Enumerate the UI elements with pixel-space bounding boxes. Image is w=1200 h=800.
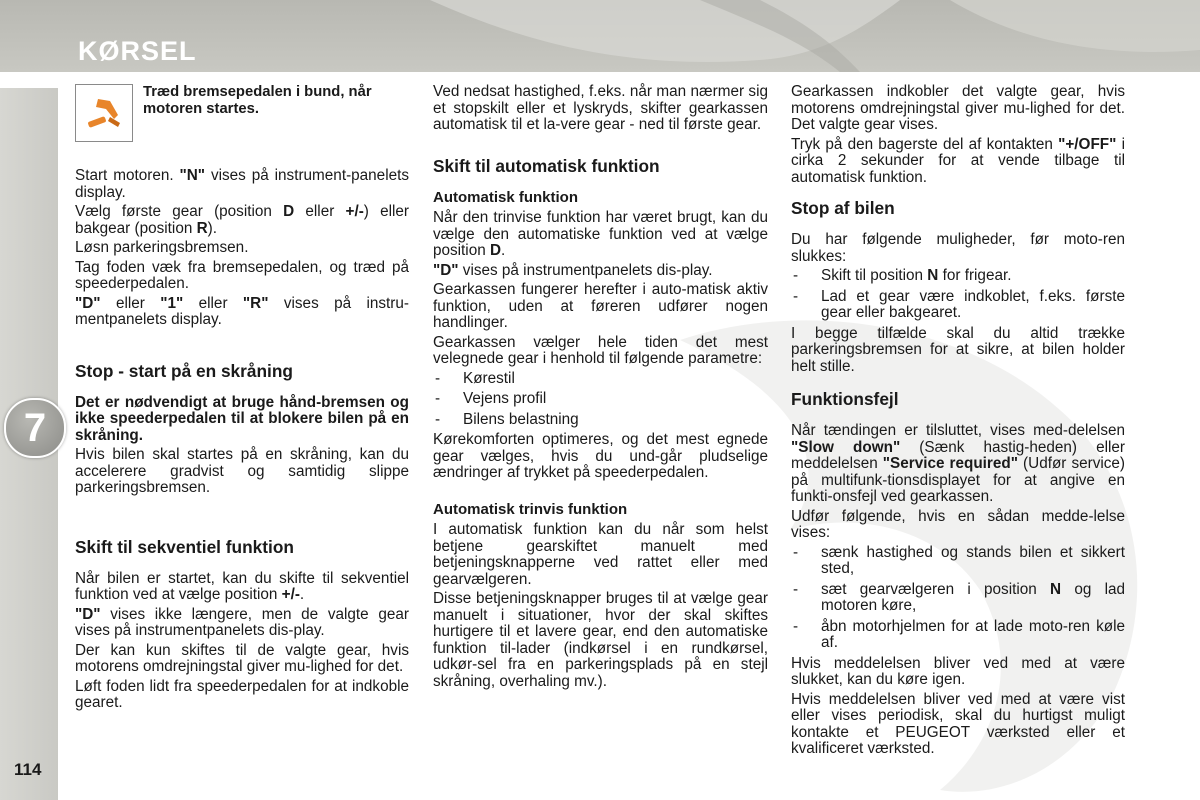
- heading-stop-start: Stop - start på en skråning: [75, 360, 293, 381]
- paragraph: Udfør følgende, hvis en sådan medde-lelse vises:: [791, 507, 1125, 541]
- paragraph: Hvis meddelelsen bliver ved med at være slukket, kan du køre igen.: [791, 654, 1125, 688]
- list-item: - Bilens belastning: [433, 412, 768, 429]
- paragraph: Ved nedsat hastighed, f.eks. når man nærmer sig et stopskilt eller et lyskryds, skifter gearkassen automatisk til et la-vere gear - ned til første gear.: [433, 83, 768, 133]
- paragraph: Når tændingen er tilsluttet, vises med-delelsen "Slow down" (Sænk hastig-heden) eller meddelelsen "Service required" (Udfør service) på multifunk-tionsdisplayet for at angive en funkti-onsfejl ved gearkassen.: [791, 422, 1125, 505]
- heading-automatic: Skift til automatisk funktion: [433, 155, 660, 176]
- list-item: - åbn motorhjelmen for at lade moto-ren køle af.: [791, 619, 1125, 652]
- paragraph: Løft foden lidt fra speederpedalen for at indkoble gearet.: [75, 677, 409, 711]
- list-item: - Lad et gear være indkoblet, f.eks. første gear eller bakgearet.: [791, 289, 1125, 322]
- heading-stop-car: Stop af bilen: [791, 198, 895, 218]
- list-item: - sæt gearvælgeren i position N og lad motoren køre,: [791, 582, 1125, 615]
- paragraph: Tag foden væk fra bremsepedalen, og træd på speederpedalen.: [75, 258, 409, 292]
- heading-malfunction: Funktionsfejl: [791, 389, 899, 409]
- header-band: [0, 0, 1200, 72]
- chapter-tab[interactable]: 7: [4, 398, 66, 458]
- paragraph: Kørekomforten optimeres, og det mest egnede gear vælges, hvis du und-går pludselige ændringer af trykket på speederpedalen.: [433, 431, 768, 481]
- paragraph: Hvis meddelelsen bliver ved med at være vist eller vises periodisk, skal du hurtigst muligt kontakte et PEUGEOT værksted eller et kvalificeret værksted.: [791, 690, 1125, 757]
- options-list: [791, 268, 1125, 322]
- paragraph: Start motoren. "N" vises på instrument-panelets display.: [75, 167, 409, 201]
- list-item: - Kørestil: [433, 371, 768, 388]
- subheading-automatic: Automatisk funktion: [433, 188, 578, 206]
- paragraph: Disse betjeningsknapper bruges til at vælge gear manuelt i situationer, hvor der skal skiftes hurtigere til et lavere gear, end den automatiske funktion til-lader (indkørsel i en rundkørsel, udkør-sel fra en parkeringsplads på en stejl skråning, overhaling mv.).: [433, 590, 768, 690]
- note-text: Træd bremsepedalen i bund, når motoren startes.: [143, 84, 372, 117]
- paragraph: I automatisk funktion kan du når som helst betjene gearskiftet manuelt med betjeningsknapperne ved rattet eller med gearvælgeren.: [433, 521, 768, 588]
- column-3: [791, 84, 1125, 761]
- paragraph: Hvis bilen skal startes på en skråning, kan du accelerere gradvist og samtidig slippe parkeringsbremsen.: [75, 446, 409, 496]
- column-2: [433, 84, 768, 693]
- subheading-stepwise: Automatisk trinvis funktion: [433, 500, 628, 518]
- parameter-list: [433, 371, 768, 429]
- paragraph: Der kan kun skiftes til de valgte gear, hvis motorens omdrejningstal giver mu-lighed for det.: [75, 641, 409, 675]
- foot-pedal-icon: [75, 84, 133, 142]
- paragraph: Når bilen er startet, kan du skifte til sekventiel funktion ved at vælge position +/-.: [75, 569, 409, 603]
- column-1: [75, 84, 409, 715]
- paragraph: Gearkassen fungerer herefter i auto-matisk aktiv funktion, uden at føreren udfører nogen handlinger.: [433, 281, 768, 331]
- paragraph: Gearkassen indkobler det valgte gear, hvis motorens omdrejningstal giver mu-lighed for det. Det valgte gear vises.: [791, 83, 1125, 133]
- paragraph: Når den trinvise funktion har været brugt, kan du vælge den automatiske funktion ved at vælge position D.: [433, 209, 768, 259]
- paragraph: Du har følgende muligheder, før moto-ren slukkes:: [791, 231, 1125, 265]
- warning-text: Det er nødvendigt at bruge hånd-bremsen og ikke speederpedalen til at blokere bilen på en skråning.: [75, 393, 409, 444]
- paragraph: Vælg første gear (position D eller +/-) eller bakgear (position R).: [75, 203, 410, 237]
- paragraph: I begge tilfælde skal du altid trække parkeringsbremsen for at sikre, at bilen holder helt stille.: [791, 324, 1125, 375]
- list-item: - Vejens profil: [433, 391, 768, 408]
- paragraph: Gearkassen vælger hele tiden det mest velegnede gear i henhold til følgende parametre:: [433, 333, 768, 367]
- heading-sequential: Skift til sekventiel funktion: [75, 536, 294, 557]
- paragraph: "D" eller "1" eller "R" vises på instru-mentpanelets display.: [75, 294, 409, 328]
- list-item: - Skift til position N for frigear.: [791, 268, 1125, 285]
- page-number: 114: [14, 760, 42, 779]
- paragraph: "D" vises ikke længere, men de valgte gear vises på instrumentpanelets dis-play.: [75, 605, 409, 639]
- paragraph: Tryk på den bagerste del af kontakten "+/OFF" i cirka 2 sekunder for at vende tilbage til automatisk funktion.: [791, 135, 1125, 186]
- actions-list: [791, 545, 1125, 652]
- page-title: KØRSEL: [78, 36, 197, 66]
- note-box: [75, 84, 409, 142]
- paragraph: Løsn parkeringsbremsen.: [75, 239, 249, 256]
- list-item: - sænk hastighed og stands bilen et sikkert sted,: [791, 545, 1125, 578]
- paragraph: "D" vises på instrumentpanelets dis-play.: [433, 261, 713, 279]
